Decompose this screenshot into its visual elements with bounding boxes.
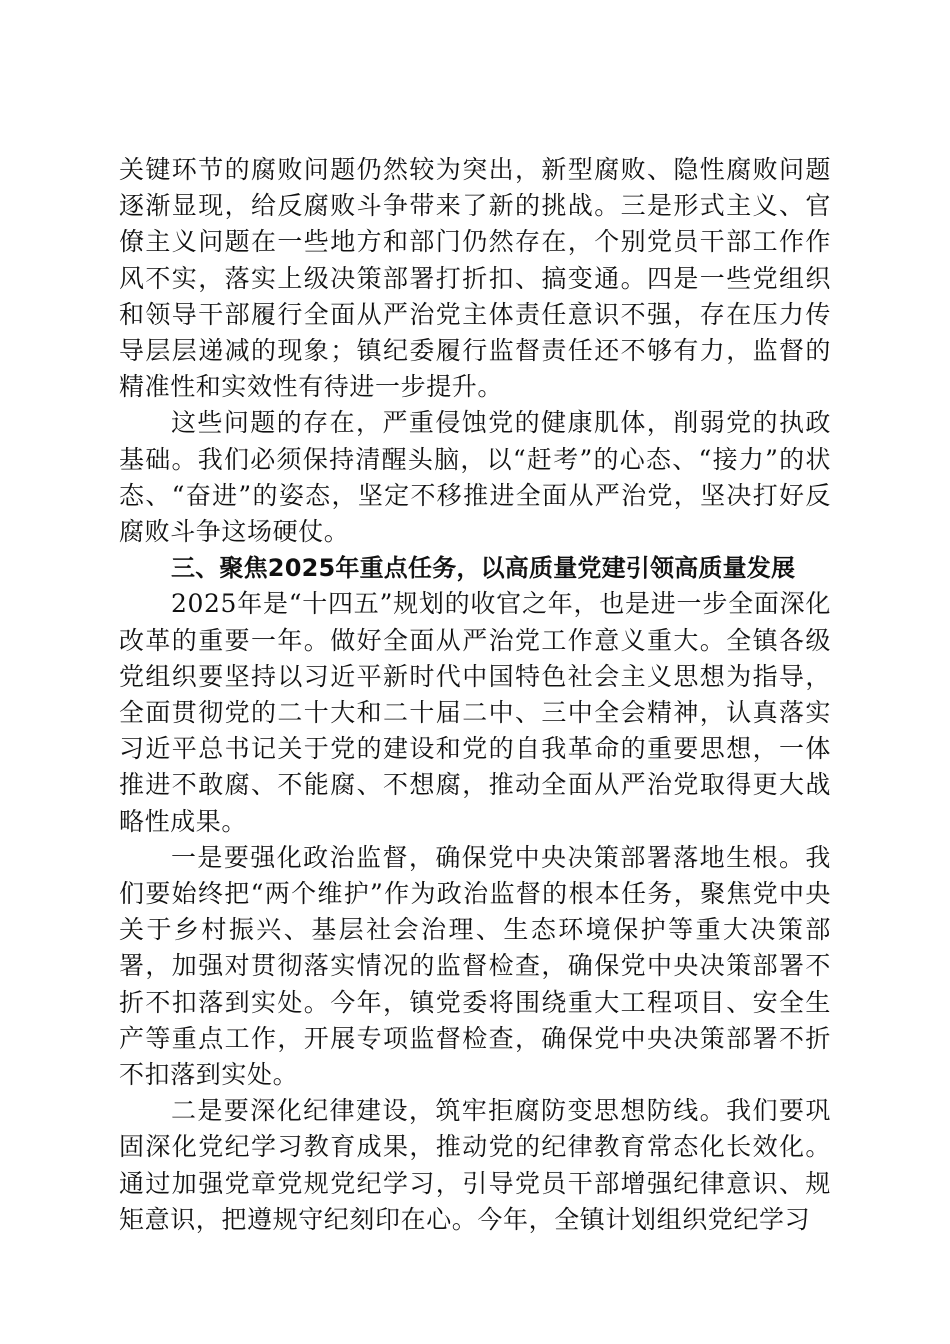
paragraph: 一是要强化政治监督，确保党中央决策部署落地生根。我们要始终把“两个维护”作为政治监督的根本任务，聚焦党中央关于乡村振兴、基层社会治理、生态环境保护等重大决策部署，加强对贯彻落实情况的监督检查，确保党中央决策部署不折不扣落到实处。今年，镇党委将围绕重大工程项目、安全生产等重点工作，开展专项监督检查，确保党中央决策部署不折不扣落到实处。	[119, 842, 831, 1090]
document-body	[119, 152, 831, 1238]
paragraph-continued: 关键环节的腐败问题仍然较为突出，新型腐败、隐性腐败问题逐渐显现，给反腐败斗争带来了新的挑战。三是形式主义、官僚主义问题在一些地方和部门仍然存在，个别党员干部工作作风不实，落实上级决策部署打折扣、搞变通。四是一些党组织和领导干部履行全面从严治党主体责任意识不强，存在压力传导层层递减的现象；镇纪委履行监督责任还不够有力，监督的精准性和实效性有待进一步提升。	[119, 155, 831, 402]
paragraph: 2025年是“十四五”规划的收官之年，也是进一步全面深化改革的重要一年。做好全面从严治党工作意义重大。全镇各级党组织要坚持以习近平新时代中国特色社会主义思想为指导，全面贯彻党的二十大和二十届二中、三中全会精神，认真落实习近平总书记关于党的建设和党的自我革命的重要思想，一体推进不敢腐、不能腐、不想腐，推动全面从严治党取得更大战略性成果。	[119, 589, 831, 836]
paragraph: 二是要深化纪律建设，筑牢拒腐防变思想防线。我们要巩固深化党纪学习教育成果，推动党的纪律教育常态化长效化。通过加强党章党规党纪学习，引导党员干部增强纪律意识、规矩意识，把遵规守纪刻印在心。今年，全镇计划组织党纪学习	[119, 1096, 831, 1234]
paragraph: 这些问题的存在，严重侵蚀党的健康肌体，削弱党的执政基础。我们必须保持清醒头脑，以“赶考”的心态、“接力”的状态、“奋进”的姿态，坚定不移推进全面从严治党，坚决打好反腐败斗争这场硬仗。	[119, 408, 831, 547]
section-heading: 三、聚焦2025年重点任务，以高质量党建引领高质量发展	[171, 554, 796, 583]
